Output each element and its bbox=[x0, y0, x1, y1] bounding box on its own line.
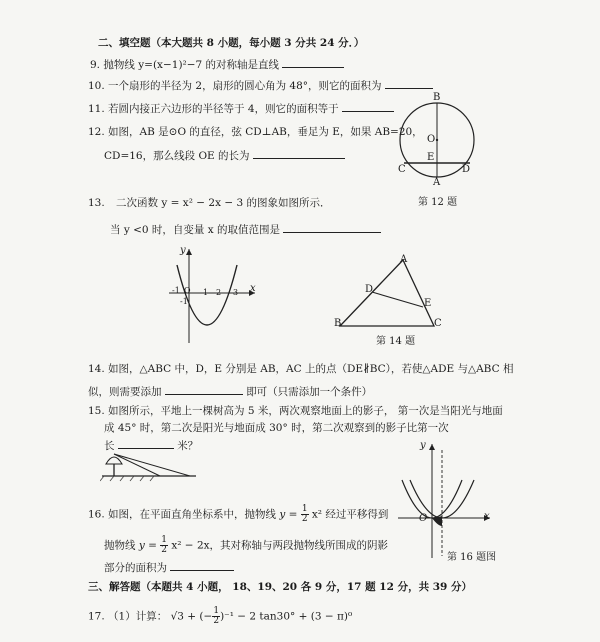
equation-y: y = bbox=[279, 508, 298, 521]
question-9 bbox=[90, 57, 344, 72]
figure-16-caption: 第 16 题图 bbox=[447, 552, 497, 563]
tree-shadow-figure bbox=[100, 448, 200, 484]
question-text: 似，则需要添加 bbox=[88, 386, 162, 398]
question-17 bbox=[88, 607, 352, 626]
question-11 bbox=[88, 101, 394, 116]
question-text: 一个扇形的半径为 2，扇形的圆心角为 48°，则它的面积为 bbox=[108, 80, 382, 92]
origin-o: O bbox=[419, 513, 428, 524]
tick-1: 1 bbox=[203, 288, 209, 297]
question-14-line-1 bbox=[88, 362, 513, 376]
question-text: （1）计算： bbox=[108, 610, 168, 623]
tick-2: 2 bbox=[216, 288, 222, 297]
question-text: 米？ bbox=[177, 440, 199, 452]
question-number: 13. bbox=[88, 197, 105, 209]
tick-y-neg1: -1 bbox=[180, 297, 188, 306]
answer-blank[interactable] bbox=[283, 222, 381, 233]
question-number: 16. bbox=[88, 508, 105, 521]
question-12-line-1 bbox=[88, 125, 423, 139]
question-15-line-2 bbox=[104, 421, 449, 435]
question-text: x² − 2x，其对称轴与两段抛物线所围成的阴影 bbox=[171, 539, 389, 552]
question-16-line-1 bbox=[88, 505, 388, 524]
center-point bbox=[436, 139, 438, 141]
label-b: B bbox=[433, 92, 441, 103]
figure-14-caption: 第 14 题 bbox=[376, 336, 416, 347]
equation-y: y = bbox=[138, 539, 157, 552]
question-text: 如图，AB 是⊙O 的直径，弦 CD⊥AB，垂足为 E，如果 AB=20， bbox=[108, 126, 423, 138]
ground-hatch bbox=[100, 476, 154, 481]
question-10 bbox=[88, 78, 433, 93]
question-text: 部分的面积为 bbox=[104, 562, 167, 574]
label-a: A bbox=[433, 177, 441, 188]
fraction-half: $\frac{1}{2}$ bbox=[161, 535, 167, 555]
triangle-figure bbox=[330, 252, 445, 332]
question-text: 如图所示，平地上一棵树高为 5 米，两次观察地面上的影子， 第一次是当阳光与地面 bbox=[108, 405, 503, 417]
y-axis-arrow bbox=[429, 444, 435, 450]
question-number: 14. bbox=[88, 363, 105, 375]
label-b: B bbox=[334, 318, 342, 329]
axis-label-x: x bbox=[250, 283, 256, 294]
answer-blank[interactable] bbox=[385, 78, 433, 89]
answer-blank[interactable] bbox=[165, 384, 243, 395]
question-16-line-2 bbox=[104, 536, 388, 555]
tree-crown bbox=[106, 457, 122, 464]
question-14-line-2 bbox=[88, 384, 372, 399]
question-text: x² 经过平移得到 bbox=[311, 508, 389, 521]
fraction-half: $\frac{1}{2}$ bbox=[301, 504, 308, 524]
question-text: 即可（只需添加一个条件） bbox=[246, 386, 373, 398]
question-13-line-2 bbox=[110, 222, 381, 237]
label-o: O bbox=[427, 134, 436, 145]
question-13-line-1 bbox=[88, 196, 331, 210]
question-12-line-2 bbox=[104, 148, 345, 163]
question-text: 长 bbox=[104, 440, 115, 452]
section-3-title: 三、解答题（本题共 4 小题， 18、19、20 各 9 分，17 题 12 分，共 39 分） bbox=[88, 581, 472, 593]
label-d: D bbox=[462, 164, 471, 175]
segment-de bbox=[372, 292, 423, 307]
question-text: 当 y <0 时，自变量 x 的取值范围是 bbox=[110, 224, 281, 236]
answer-blank[interactable] bbox=[253, 148, 345, 159]
question-16-line-3 bbox=[104, 560, 234, 575]
question-15-line-1 bbox=[88, 404, 503, 418]
question-text: 成 45° 时，第二次是阳光与地面成 30° 时，第二次观察到的影子比第一次 bbox=[104, 422, 449, 434]
label-d: D bbox=[365, 284, 374, 295]
y-axis-arrow bbox=[186, 249, 192, 255]
origin-o: O bbox=[184, 286, 191, 295]
two-parabola-graph bbox=[396, 440, 496, 562]
expression-part: + (− bbox=[187, 610, 213, 623]
axis-label-y: y bbox=[420, 440, 426, 451]
figure-12-caption: 第 12 题 bbox=[418, 197, 458, 208]
question-text: 抛物线 bbox=[104, 539, 136, 552]
answer-blank[interactable] bbox=[282, 57, 344, 68]
axis-label-y: y bbox=[180, 245, 186, 256]
tick-3: 3 bbox=[233, 288, 239, 297]
circle-figure bbox=[392, 90, 492, 190]
label-c: C bbox=[398, 164, 406, 175]
axis-label-x: x bbox=[484, 511, 490, 522]
question-text: 抛物线 y=(x−1)²−7 的对称轴是直线 bbox=[103, 59, 280, 71]
question-number: 12. bbox=[88, 126, 105, 138]
question-text: 如图，在平面直角坐标系中，抛物线 bbox=[108, 508, 277, 521]
parabola-graph bbox=[165, 245, 265, 345]
answer-blank[interactable] bbox=[342, 101, 394, 112]
fraction-half: $\frac{1}{2}$ bbox=[213, 606, 220, 626]
question-text: 二次函数 y = x² − 2x − 3 的图象如图所示． bbox=[116, 197, 331, 209]
label-e: E bbox=[427, 152, 435, 163]
question-number: 15. bbox=[88, 405, 105, 417]
question-number: 10. bbox=[88, 80, 105, 92]
tick-neg1: -1 bbox=[172, 286, 180, 295]
triangle-abc bbox=[340, 260, 434, 326]
expression-part: )⁻¹ − 2 tan30° + (3 − π)⁰ bbox=[220, 610, 353, 623]
label-a: A bbox=[400, 254, 408, 265]
question-number: 9. bbox=[90, 59, 101, 71]
answer-blank[interactable] bbox=[170, 560, 234, 571]
section-2-title: 二、填空题（本大题共 8 小题，每小题 3 分共 24 分．） bbox=[98, 37, 365, 49]
question-number: 17. bbox=[88, 610, 105, 623]
question-text: 若圆内接正六边形的半径等于 4，则它的面积等于 bbox=[108, 103, 339, 115]
question-text: CD=16，那么线段 OE 的长为 bbox=[104, 150, 250, 162]
label-e: E bbox=[424, 298, 432, 309]
sqrt-3: √3 bbox=[170, 610, 184, 623]
label-c: C bbox=[434, 318, 442, 329]
question-text: 如图，△ABC 中，D，E 分别是 AB，AC 上的点（DE∦BC），若使△ADE 与△ABC 相 bbox=[108, 363, 514, 375]
question-number: 11. bbox=[88, 103, 105, 115]
